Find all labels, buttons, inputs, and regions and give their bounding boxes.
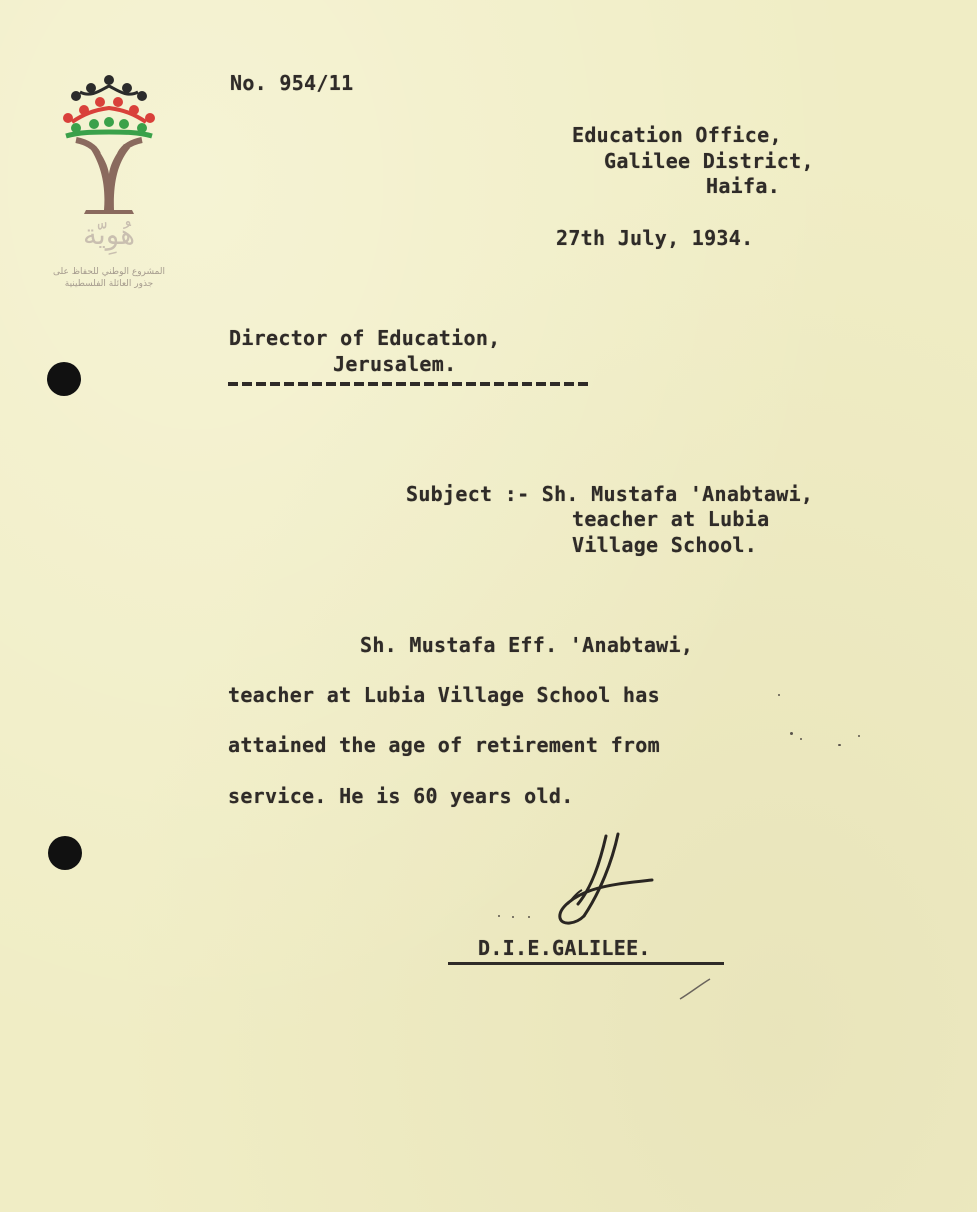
- ink-speck: [778, 694, 780, 696]
- pencil-mark: [676, 975, 716, 1005]
- recipient-line-1: Director of Education,: [229, 326, 501, 350]
- signature-underline: [448, 962, 724, 965]
- subject-line-2: teacher at Lubia: [572, 507, 770, 531]
- ink-speck: [790, 732, 793, 735]
- logo-wordmark: هُوِيّة: [82, 218, 136, 251]
- reference-number: No. 954/11: [230, 71, 354, 95]
- recipient-underline: [228, 382, 588, 386]
- recipient-line-2: Jerusalem.: [333, 352, 457, 376]
- hawiya-logo: [46, 70, 172, 295]
- ink-speck: [512, 916, 514, 918]
- letter-date: 27th July, 1934.: [556, 226, 754, 250]
- ink-speck: [528, 916, 530, 918]
- logo-tagline-2: جذور العائلة الفلسطينية: [64, 279, 154, 289]
- body-line-3: attained the age of retirement from: [228, 733, 660, 757]
- body-line-1: Sh. Mustafa Eff. 'Anabtawi,: [360, 633, 694, 657]
- ink-speck: [838, 744, 841, 746]
- ink-speck: [800, 738, 802, 740]
- sender-line-1: Education Office,: [572, 123, 782, 147]
- handwritten-signature: [548, 832, 668, 932]
- subject-line-1: Subject :- Sh. Mustafa 'Anabtawi,: [406, 482, 814, 506]
- subject-line-3: Village School.: [572, 533, 758, 557]
- signature-block: D.I.E.GALILEE.: [478, 936, 651, 960]
- ink-speck: [498, 915, 500, 917]
- ink-speck: [858, 735, 860, 737]
- body-line-2: teacher at Lubia Village School has: [228, 683, 660, 707]
- punch-hole-bottom: [48, 836, 82, 870]
- sender-line-3: Haifa.: [706, 174, 781, 198]
- logo-tagline-1: المشروع الوطني للحفاظ على: [52, 267, 165, 277]
- punch-hole-top: [47, 362, 81, 396]
- body-line-4: service. He is 60 years old.: [228, 784, 574, 808]
- sender-line-2: Galilee District,: [604, 149, 814, 173]
- tree-people-icon: [46, 70, 172, 215]
